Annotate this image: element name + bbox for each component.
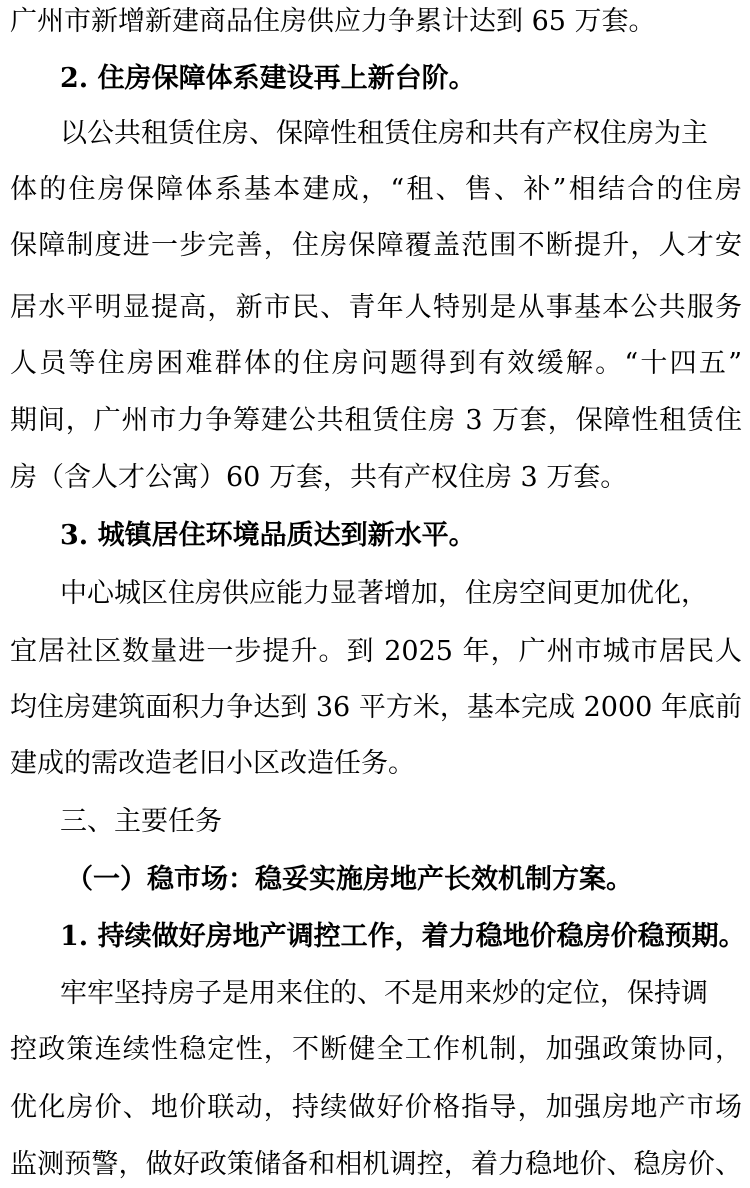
paragraph-line: 控政策连续性稳定性，不断健全工作机制，加强政策协同， bbox=[10, 1034, 742, 1065]
paragraph-line: 人员等住房困难群体的住房问题得到有效缓解。“十四五” bbox=[10, 348, 742, 379]
paragraph-line: 期间，广州市力争筹建公共租赁住房 3 万套，保障性租赁住 bbox=[10, 405, 742, 436]
paragraph-line: 建成的需改造老旧小区改造任务。 bbox=[10, 748, 415, 779]
paragraph-line: 广州市新增新建商品住房供应力争累计达到 65 万套。 bbox=[10, 6, 656, 37]
paragraph-line: 牢牢坚持房子是用来住的、不是用来炒的定位，保持调 bbox=[60, 978, 708, 1009]
paragraph-line: 宜居社区数量进一步提升。到 2025 年，广州市城市居民人 bbox=[10, 636, 742, 667]
paragraph-line: 优化房价、地价联动，持续做好价格指导，加强房地产市场 bbox=[10, 1092, 742, 1123]
paragraph-line: 监测预警，做好政策储备和相机调控，着力稳地价、稳房价、 bbox=[10, 1149, 742, 1180]
paragraph-line: 以公共租赁住房、保障性租赁住房和共有产权住房为主 bbox=[60, 118, 708, 149]
paragraph-line: 均住房建筑面积力争达到 36 平方米，基本完成 2000 年底前 bbox=[10, 692, 742, 723]
section-heading: 3. 城镇居住环境品质达到新水平。 bbox=[60, 520, 476, 551]
paragraph-line: 中心城区住房供应能力显著增加，住房空间更加优化， bbox=[60, 578, 708, 609]
paragraph-line: 体的住房保障体系基本建成，“租、售、补”相结合的住房 bbox=[10, 174, 742, 205]
chapter-heading: 三、主要任务 bbox=[60, 806, 222, 837]
subsection-heading: （一）稳市场：稳妥实施房地产长效机制方案。 bbox=[66, 864, 633, 895]
section-heading: 1. 持续做好房地产调控工作，着力稳地价稳房价稳预期。 bbox=[60, 921, 746, 952]
section-heading: 2. 住房保障体系建设再上新台阶。 bbox=[60, 63, 476, 94]
paragraph-line: 保障制度进一步完善，住房保障覆盖范围不断提升，人才安 bbox=[10, 230, 742, 261]
paragraph-line: 居水平明显提高，新市民、青年人特别是从事基本公共服务 bbox=[10, 292, 742, 323]
paragraph-line: 房（含人才公寓）60 万套，共有产权住房 3 万套。 bbox=[10, 462, 628, 493]
